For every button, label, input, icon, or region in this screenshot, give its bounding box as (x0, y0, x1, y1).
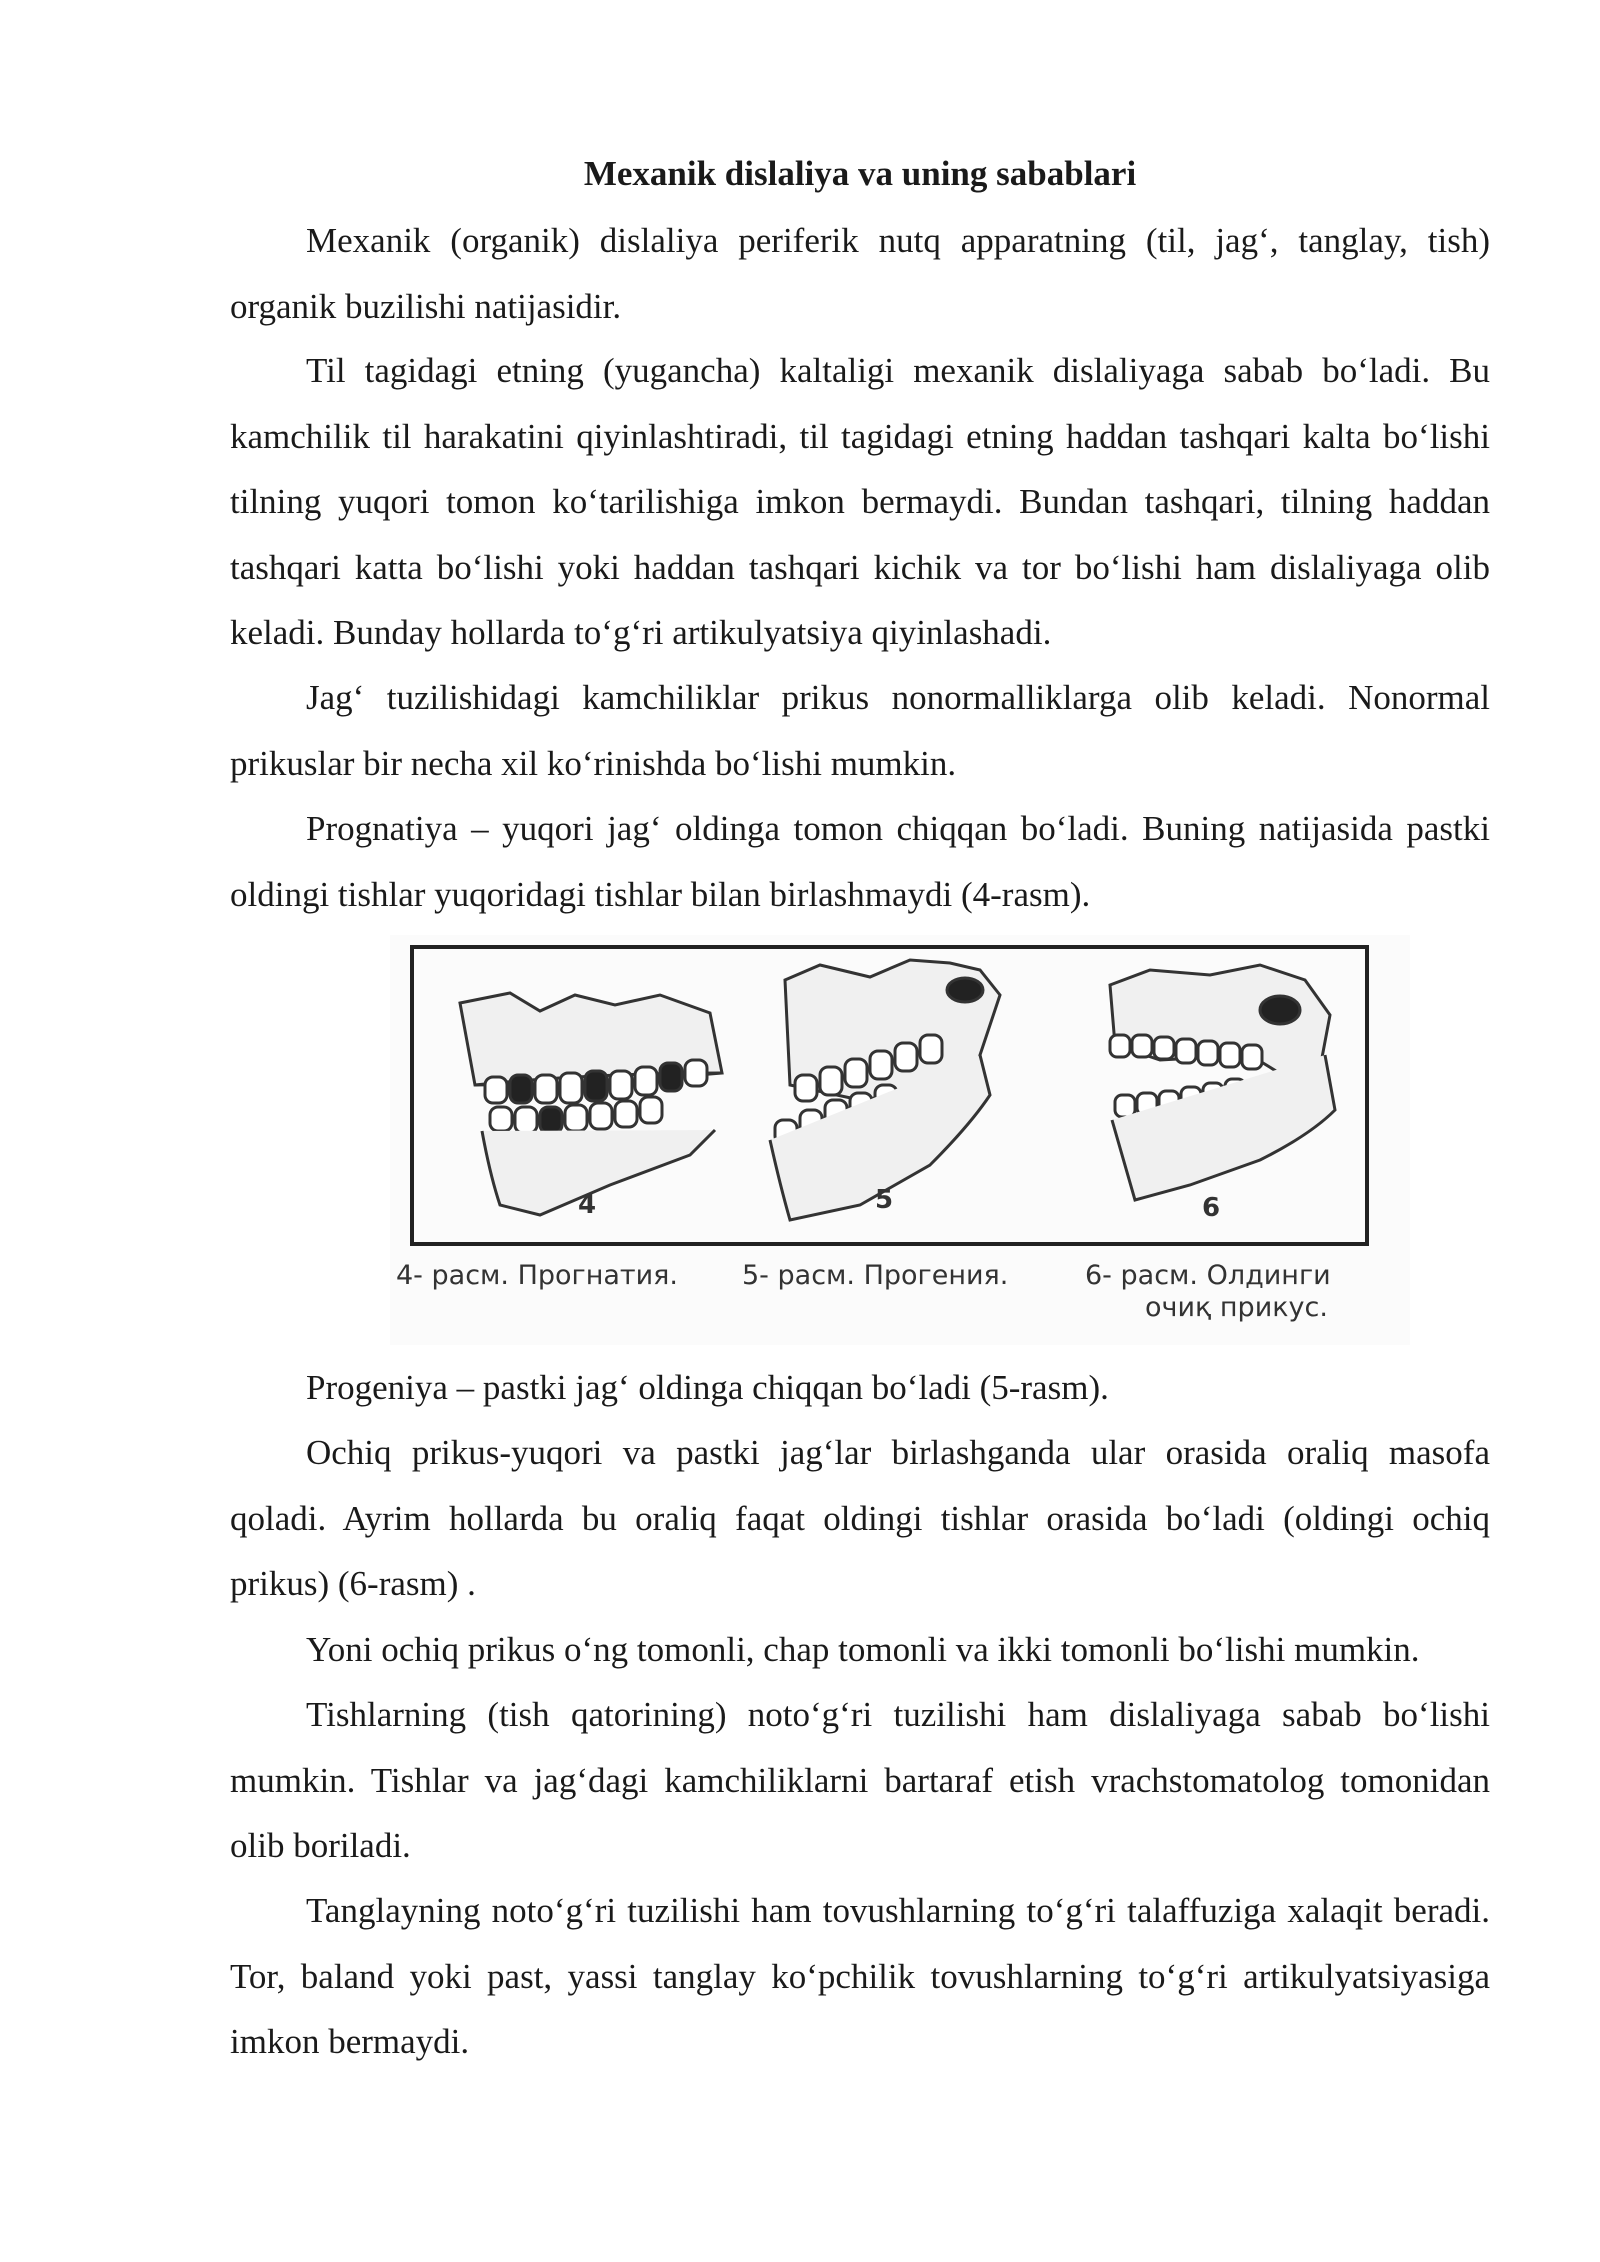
paragraph-7 (230, 1617, 1490, 1683)
paragraph-8-text: Tishlarning (tish qatorining) noto‘g‘ri tuzilishi ham dislaliyaga sabab bo‘lishi mumkin. Tishlar va jag‘dagi kamchiliklarni bartaraf etish vrachstomatolog tomonidan olib boriladi. (230, 1695, 1490, 1865)
paragraph-1 (230, 208, 1490, 339)
paragraph-7-text: Yoni ochiq prikus o‘ng tomonli, chap tomonli va ikki tomonli bo‘lishi mumkin. (306, 1630, 1420, 1669)
paragraph-3-text: Jag‘ tuzilishidagi kamchiliklar prikus nonormalliklarga olib keladi. Nonormal prikuslar bir necha xil ko‘rinishda bo‘lishi mumkin. (230, 678, 1490, 783)
jaw-drawing-progeny (770, 960, 1000, 1220)
paragraph-2-text: Til tagidagi etning (yugancha) kaltaligi mexanik dislaliyaga sabab bo‘ladi. Bu kamchilik til harakatini qiyinlashtiradi, til tagidagi etning haddan tashqari kalta bo‘lishi tilning yuqori tomon ko‘tarilishiga imkon bermaydi. Bundan tashqari, tilning haddan tashqari katta bo‘lishi yoki haddan tashqari kichik va tor bo‘lishi ham dislaliyaga olib keladi. Bunday hollarda to‘g‘ri artikulyatsiya qiyinlashadi. (230, 351, 1490, 652)
paragraph-9 (230, 1878, 1490, 2075)
paragraph-1-text: Mexanik (organik) dislaliya periferik nutq apparatning (til, jag‘, tanglay, tish) organik buzilishi natijasidir. (230, 221, 1490, 326)
paragraph-5 (230, 1355, 1490, 1421)
figure-caption-6-line2: очиқ прикус. (1145, 1292, 1328, 1323)
paragraph-4 (230, 796, 1490, 927)
paragraph-9-text: Tanglayning noto‘g‘ri tuzilishi ham tovushlarning to‘g‘ri talaffuziga xalaqit beradi. Tor, baland yoki past, yassi tanglay ko‘pchilik tovushlarning to‘g‘ri artikulyatsiyasiga imkon bermaydi. (230, 1891, 1490, 2061)
paragraph-4-text: Prognatiya – yuqori jag‘ oldinga tomon chiqqan bo‘ladi. Buning natijasida pastki oldingi tishlar yuqoridagi tishlar bilan birlashmaydi (4-rasm). (230, 809, 1490, 914)
figure-number-6: 6 (1202, 1193, 1221, 1223)
paragraph-5-text: Progeniya – pastki jag‘ oldinga chiqqan bo‘ladi (5-rasm). (306, 1368, 1109, 1407)
figure-number-4: 4 (578, 1190, 597, 1220)
jaw-drawing-prognathia (460, 993, 722, 1215)
figure-number-5: 5 (875, 1185, 894, 1215)
jaw-drawing-open-bite (1110, 965, 1335, 1200)
figure-caption-4: 4- расм. Прогнатия. (396, 1260, 679, 1291)
paragraph-3 (230, 665, 1490, 796)
paragraph-8 (230, 1682, 1490, 1879)
paragraph-6 (230, 1420, 1490, 1617)
page-title: Mexanik dislaliya va uning sabablari (583, 154, 1137, 193)
jaw-figure (390, 935, 1410, 1345)
paragraph-6-text: Ochiq prikus-yuqori va pastki jag‘lar birlashganda ular orasida oraliq masofa qoladi. Ayrim hollarda bu oraliq faqat oldingi tishlar orasida bo‘ladi (oldingi ochiq prikus) (6-rasm) . (230, 1433, 1490, 1603)
figure-caption-6-line1: 6- расм. Олдинги (1085, 1260, 1331, 1291)
figure-caption-5: 5- расм. Прогения. (742, 1260, 1009, 1291)
paragraph-2 (230, 338, 1490, 666)
